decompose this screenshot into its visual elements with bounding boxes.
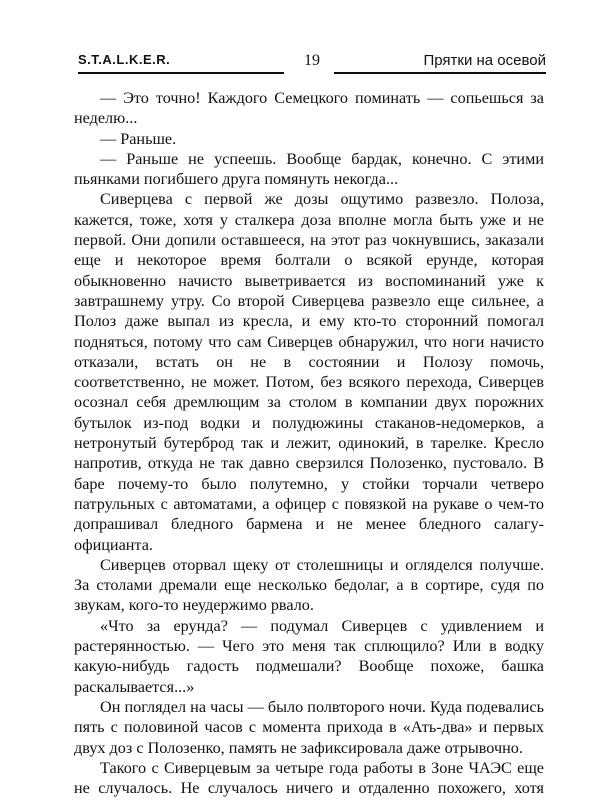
page-number: 19 (304, 52, 320, 69)
series-title: S.T.A.L.K.E.R. (78, 52, 171, 67)
body-text (74, 88, 544, 798)
paragraph: Сиверцева с первой же дозы ощутимо развезло. Полоза, кажется, тоже, хотя у сталкера доза вполне могла быть уже и не первой. Они допили оставшееся, на этот раз чокнувшись, заказали еще и некоторое время болтали о всякой ерунде, которая обыкновенно начисто выветривается из воспоминаний уже к завтрашнему утру. Со второй Сиверцева развезло еще сильнее, а Полоз даже выпал из кресла, и ему кто-то сторонний помогал подняться, потому что сам Сиверцев обнаружил, что ноги начисто отказали, встать он не в состоянии и Полозу помочь, соответственно, не может. Потом, без всякого перехода, Сиверцев осознал себя дремлющим за столом в компании двух порожних бутылок из-под водки и полудюжины стаканов-недомерков, а нетронутый бутерброд так и лежит, одинокий, в тарелке. Кресло напротив, откуда не так давно сверзился Полозенко, пустовало. В баре почему-то было полутемно, у стойки торчали четверо патрульных с автоматами, а офицер с повязкой на рукаве о чем-то допрашивал бледного бармена и не менее бледного салагу-официанта. (74, 190, 544, 554)
paragraph: — Раньше. (100, 129, 177, 148)
paragraph: Сиверцев оторвал щеку от столешницы и огляделся получше. За столами дремали еще несколько бедолаг, а в сортире, судя по звукам, кого-то неудержимо рвало. (74, 555, 544, 615)
chapter-title: Прятки на осевой (423, 52, 546, 69)
running-header (78, 52, 546, 74)
paragraph: Такого с Сиверцевым за четыре года работы в Зоне ЧАЭС еще не случалось. Не случалось ничего и отдаленно похожего, хотя (74, 758, 544, 798)
paragraph: — Раньше не успеешь. Вообще бардак, конечно. С этими пьянками погибшего друга помянуть некогда... (74, 149, 544, 189)
paragraph: Он поглядел на часы — было полвторого ночи. Куда подевались пять с половиной часов с момента прихода в «Ать-два» и первых двух доз с Полозенко, память не зафиксировала даже отрывочно. (74, 697, 544, 757)
paragraph: «Что за ерунда? — подумал Сиверцев с удивлением и растерянностью. — Чего это меня так сплющило? Или в водку какую-нибудь гадость подмешали? Вообще похоже, башка раскалывается...» (74, 616, 544, 696)
paragraph: — Это точно! Каждого Семецкого поминать — сопьешься за неделю... (74, 89, 544, 128)
header-rule-right (334, 72, 546, 74)
header-rule-left (78, 72, 284, 74)
